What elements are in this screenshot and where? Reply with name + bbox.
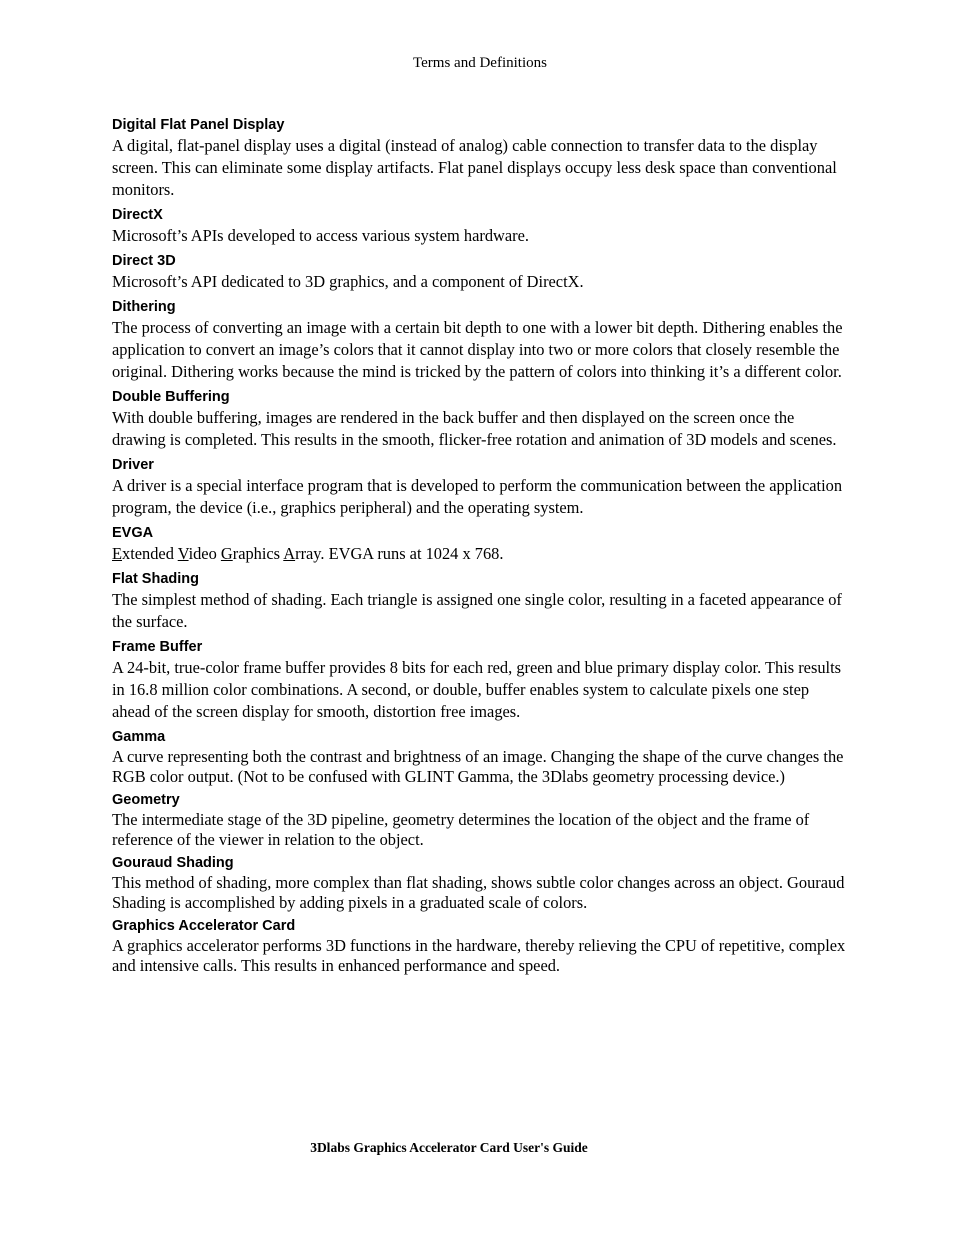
acronym-letter: V	[177, 544, 189, 563]
glossary-list	[112, 116, 847, 980]
glossary-entry-dithering	[112, 298, 847, 383]
definition: The process of converting an image with a certain bit depth to one with a lower bit depth. Dithering enables the application to convert an image’s colors that it cannot display into two or more colors that closely resemble the original. Dithering works because the mind is tricked by the pattern of colors into thinking it’s a different color.	[112, 318, 843, 381]
definition-text: xtended	[122, 544, 178, 563]
definition: A graphics accelerator performs 3D functions in the hardware, thereby relieving the CPU of repetitive, complex and intensive calls. This results in enhanced performance and speed.	[112, 936, 846, 975]
glossary-entry-double-buffering	[112, 388, 847, 451]
acronym-letter: G	[220, 544, 233, 563]
term: Dithering	[112, 299, 176, 315]
acronym-letter: A	[283, 544, 296, 563]
glossary-entry-frame-buffer	[112, 638, 847, 723]
definition: With double buffering, images are rendered in the back buffer and then displayed on the screen once the drawing is completed. This results in the smooth, flicker-free rotation and animation of 3D models and scenes.	[112, 408, 837, 449]
glossary-entry-digital-flat-panel-display	[112, 116, 847, 201]
glossary-entry-graphics-accelerator-card	[112, 917, 847, 976]
definition-text: rray. EVGA runs at 1024 x 768.	[295, 544, 504, 563]
glossary-entry-evga	[112, 524, 847, 565]
glossary-entry-gouraud-shading	[112, 854, 847, 913]
definition: This method of shading, more complex than flat shading, shows subtle color changes across an object. Gouraud Shading is accomplished by adding pixels in a graduated scale of colors.	[112, 873, 845, 912]
definition-text: ideo	[188, 544, 221, 563]
term: Geometry	[112, 792, 180, 808]
definition	[112, 543, 847, 565]
definition: Microsoft’s APIs developed to access various system hardware.	[112, 226, 529, 245]
glossary-entry-direct-3d	[112, 252, 847, 293]
glossary-entry-flat-shading	[112, 570, 847, 633]
definition: The intermediate stage of the 3D pipeline, geometry determines the location of the object and the frame of reference of the viewer in relation to the object.	[112, 810, 810, 849]
definition: A curve representing both the contrast and brightness of an image. Changing the shape of the curve changes the RGB color output. (Not to be confused with GLINT Gamma, the 3Dlabs geometry processing device.)	[112, 747, 844, 786]
term: Driver	[112, 457, 154, 473]
definition: A digital, flat-panel display uses a digital (instead of analog) cable connection to transfer data to the display screen. This can eliminate some display artifacts. Flat panel displays occupy less desk space than conventional monitors.	[112, 136, 837, 199]
glossary-entry-directx	[112, 206, 847, 247]
term: Frame Buffer	[112, 639, 203, 655]
term: Gamma	[112, 729, 166, 745]
glossary-entry-gamma	[112, 728, 847, 787]
term: Flat Shading	[112, 571, 199, 587]
term: DirectX	[112, 207, 163, 223]
definition: The simplest method of shading. Each triangle is assigned one single color, resulting in a faceted appearance of the surface.	[112, 590, 842, 631]
page-header: Terms and Definitions	[413, 55, 547, 71]
acronym-letter: E	[112, 544, 123, 563]
glossary-entry-geometry	[112, 791, 847, 850]
term: Direct 3D	[112, 253, 176, 269]
definition: A driver is a special interface program that is developed to perform the communication between the application program, the device (i.e., graphics peripheral) and the operating system.	[112, 476, 843, 517]
glossary-entry-driver	[112, 456, 847, 519]
definition: A 24-bit, true-color frame buffer provides 8 bits for each red, green and blue primary display color. This results in 16.8 million color combinations. A second, or double, buffer enables system to calculate pixels one step ahead of the screen display for smooth, distortion free images.	[112, 658, 842, 721]
term: Graphics Accelerator Card	[112, 918, 296, 934]
term: EVGA	[112, 525, 154, 541]
term: Double Buffering	[112, 389, 230, 405]
term: Gouraud Shading	[112, 855, 234, 871]
page-footer: 3Dlabs Graphics Accelerator Card User's Guide	[310, 1140, 588, 1155]
term: Digital Flat Panel Display	[112, 117, 285, 133]
definition: Microsoft’s API dedicated to 3D graphics, and a component of DirectX.	[112, 272, 584, 291]
definition-text: raphics	[232, 544, 284, 563]
